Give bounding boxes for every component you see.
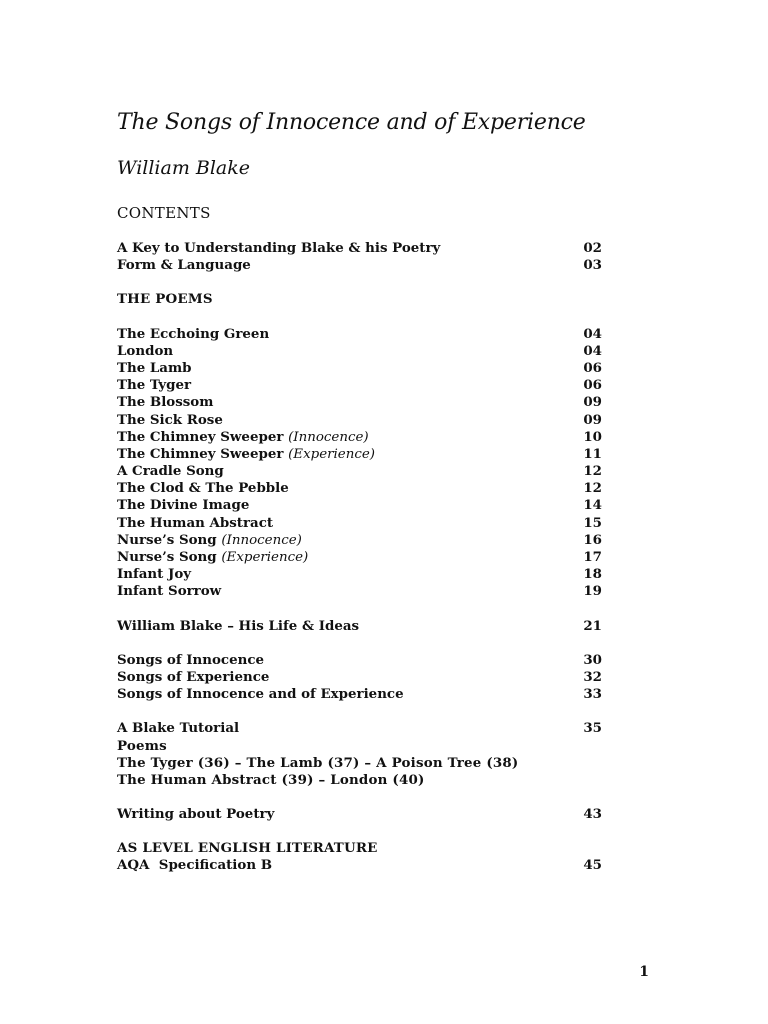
toc-entry-page: 10 — [583, 428, 602, 445]
tutorial-poem-line: The Tyger (36) – The Lamb (37) – A Poison Tree (38) — [117, 754, 519, 771]
toc-entry-page: 14 — [583, 497, 602, 514]
toc-entry — [117, 446, 602, 463]
toc-entry-page: 04 — [583, 325, 602, 342]
toc-entry-title — [117, 343, 173, 359]
toc-entry-title — [117, 515, 273, 531]
poem-qualifier: (Experience) — [288, 446, 376, 462]
poem-title: A Cradle Song — [117, 463, 224, 480]
toc-entry-title — [117, 446, 375, 462]
poem-list — [117, 326, 602, 601]
toc-entry-title — [117, 566, 191, 582]
toc-entry-page: 45 — [583, 857, 602, 874]
toc-entry — [117, 360, 602, 377]
toc-entry — [117, 806, 602, 823]
toc-entry-title — [117, 326, 269, 342]
toc-entry — [117, 326, 602, 343]
poem-title: The Ecchoing Green — [117, 325, 270, 342]
poem-title: Nurse’s Song — [117, 549, 217, 565]
tutorial-subheading: Poems — [117, 737, 167, 754]
toc-entry — [117, 429, 602, 446]
toc-entry-page: 04 — [583, 342, 602, 359]
toc-entry-page: 06 — [583, 377, 602, 394]
toc-entry-title: William Blake – His Life & Ideas — [117, 617, 360, 634]
poem-title: The Clod & The Pebble — [117, 480, 289, 497]
toc-entry-title: A Blake Tutorial — [117, 720, 240, 737]
poem-title: The Chimney Sweeper — [117, 445, 284, 462]
toc-entry-page: 21 — [583, 617, 602, 634]
poem-title: The Sick Rose — [117, 411, 223, 428]
toc-entry-title — [117, 480, 289, 496]
toc-entry-page: 17 — [583, 549, 602, 565]
toc-entry — [117, 566, 602, 583]
toc-entry-page: 09 — [583, 394, 602, 411]
toc-entry — [117, 257, 602, 274]
toc-entry-title: Form & Language — [117, 257, 251, 274]
toc-entry-title: Writing about Poetry — [117, 806, 275, 823]
toc-entry-title — [117, 497, 249, 513]
toc-entry-page: 30 — [583, 651, 602, 668]
toc-entry — [117, 720, 602, 737]
toc-entry — [117, 463, 602, 480]
toc-entry-page: 09 — [583, 411, 602, 428]
spacer — [117, 601, 602, 618]
poem-title: The Divine Image — [117, 497, 250, 514]
toc-entry — [117, 497, 602, 514]
tutorial-poem-line: The Human Abstract (39) – London (40) — [117, 771, 425, 788]
toc-entry-title: Songs of Innocence — [117, 651, 265, 668]
toc-entry-title: Songs of Experience — [117, 668, 270, 685]
toc-entry — [117, 669, 602, 686]
toc-entry-page: 06 — [583, 359, 602, 376]
poem-qualifier: (Innocence) — [221, 532, 302, 548]
poem-title: The Lamb — [117, 359, 192, 376]
toc-entry-title — [117, 532, 302, 548]
toc-entry-page: 15 — [583, 514, 602, 531]
table-of-contents — [117, 240, 602, 875]
spacer — [117, 703, 602, 720]
toc-entry-title — [117, 412, 223, 428]
poem-title: London — [117, 342, 174, 359]
toc-entry-page: 12 — [583, 480, 602, 497]
toc-entry-page: 03 — [583, 257, 602, 274]
toc-entry — [117, 515, 602, 532]
author-name: William Blake — [117, 157, 251, 179]
toc-entry — [117, 377, 602, 394]
spacer — [117, 789, 602, 806]
document-title: The Songs of Innocence and of Experience — [117, 110, 586, 135]
toc-entry-page: 18 — [583, 566, 602, 583]
toc-entry-title — [117, 377, 191, 393]
toc-entry-page: 19 — [583, 583, 602, 600]
toc-entry — [117, 532, 602, 549]
poem-title: Infant Sorrow — [117, 583, 222, 600]
toc-entry-title: Songs of Innocence and of Experience — [117, 686, 404, 703]
toc-entry — [117, 343, 602, 360]
toc-entry-title — [117, 360, 192, 376]
toc-entry-title — [117, 429, 369, 445]
spacer — [117, 823, 602, 840]
poems-heading: THE POEMS — [117, 291, 213, 308]
contents-heading: CONTENTS — [117, 204, 211, 222]
toc-entry — [117, 412, 602, 429]
toc-entry-page: 02 — [583, 240, 602, 256]
poem-title: The Human Abstract — [117, 514, 274, 531]
toc-entry-page: 33 — [583, 686, 602, 703]
toc-entry-page: 12 — [583, 463, 602, 480]
toc-entry-title — [117, 463, 224, 479]
toc-entry-page: 16 — [583, 531, 602, 548]
toc-entry — [117, 240, 602, 257]
toc-entry-title — [117, 549, 308, 565]
page-number: 1 — [639, 964, 649, 980]
toc-entry — [117, 480, 602, 497]
toc-entry — [117, 652, 602, 669]
spacer — [117, 635, 602, 652]
poem-title: The Tyger — [117, 377, 192, 394]
toc-entry-title: A Key to Understanding Blake & his Poetry — [117, 240, 441, 256]
poem-qualifier: (Experience) — [221, 550, 309, 565]
spacer — [117, 274, 602, 291]
toc-entry — [117, 549, 602, 566]
toc-entry-title: AQA Specification B — [117, 857, 273, 874]
toc-entry-page: 32 — [583, 668, 602, 685]
toc-entry — [117, 618, 602, 635]
toc-entry — [117, 394, 602, 411]
poem-title: The Chimney Sweeper — [117, 428, 284, 445]
toc-entry — [117, 583, 602, 600]
toc-entry-page: 43 — [583, 806, 602, 823]
poem-qualifier: (Innocence) — [288, 429, 369, 445]
toc-entry — [117, 857, 602, 874]
toc-entry-title — [117, 394, 213, 410]
as-level-heading: AS LEVEL ENGLISH LITERATURE — [117, 840, 378, 857]
toc-entry-page: 11 — [583, 445, 602, 462]
spacer — [117, 309, 602, 326]
poem-title: The Blossom — [117, 394, 214, 411]
poem-title: Nurse’s Song — [117, 531, 217, 548]
toc-entry-title — [117, 583, 221, 599]
poem-title: Infant Joy — [117, 566, 192, 583]
toc-entry-page: 35 — [583, 720, 602, 737]
toc-entry — [117, 686, 602, 703]
